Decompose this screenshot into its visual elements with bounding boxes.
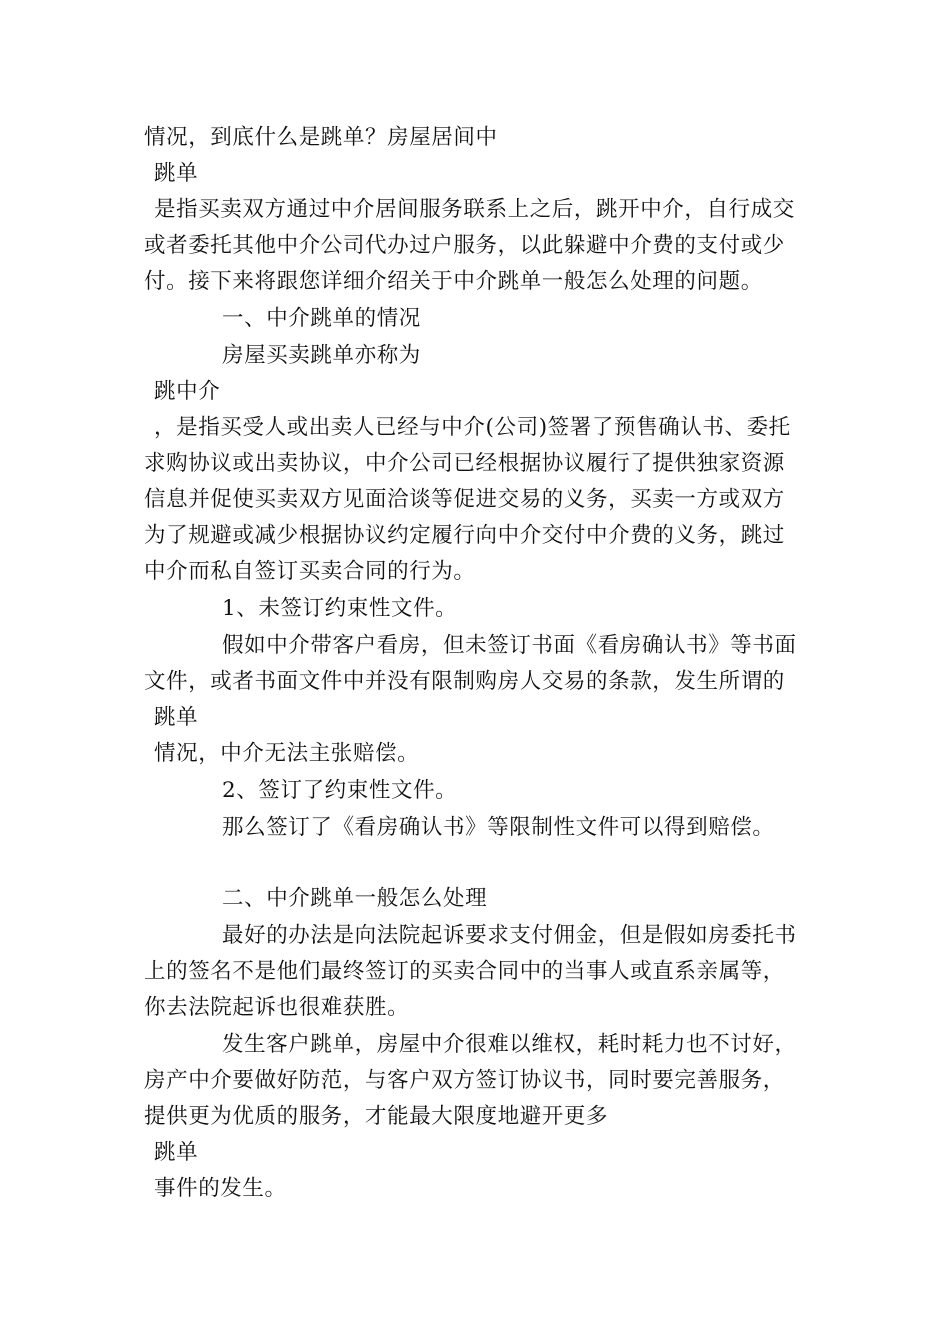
text-line: 情况，中介无法主张赔偿。 xyxy=(154,741,420,766)
text-line: 提供更为优质的服务，才能最大限度地避开更多 xyxy=(144,1104,609,1129)
text-line: 信息并促使买卖双方见面洽谈等促进交易的义务，买卖一方或双方 xyxy=(144,487,785,512)
text-line: 或者委托其他中介公司代办过户服务，以此躲避中介费的支付或少 xyxy=(144,233,785,258)
subheading: 2、签订了约束性文件。 xyxy=(222,778,458,803)
text-line: 上的签名不是他们最终签订的买卖合同中的当事人或直系亲属等， xyxy=(144,959,785,984)
text-line: 房屋买卖跳单亦称为 xyxy=(222,343,421,368)
text-line: 事件的发生。 xyxy=(154,1176,287,1201)
text-line: 那么签订了《看房确认书》等限制性文件可以得到赔偿。 xyxy=(222,815,775,840)
text-line: 文件，或者书面文件中并没有限制购房人交易的条款，发生所谓的 xyxy=(144,669,785,694)
section-heading: 二、中介跳单一般怎么处理 xyxy=(222,886,488,911)
text-line: 假如中介带客户看房，但未签订书面《看房确认书》等书面 xyxy=(222,633,797,658)
text-line: 情况，到底什么是跳单？房屋居间中 xyxy=(144,125,498,150)
text-line: 你去法院起诉也很难获胜。 xyxy=(144,995,410,1020)
text-line: 是指买卖双方通过中介居间服务联系上之后，跳开中介，自行成交 xyxy=(154,197,795,222)
text-line: 求购协议或出卖协议，中介公司已经根据协议履行了提供独家资源 xyxy=(144,451,785,476)
text-line: 跳单 xyxy=(154,1140,199,1165)
subheading: 1、未签订约束性文件。 xyxy=(222,596,458,621)
text-line: 房产中介要做好防范，与客户双方签订协议书，同时要完善服务， xyxy=(144,1068,785,1093)
text-line: 中介而私自签订买卖合同的行为。 xyxy=(144,559,476,584)
text-line: 跳单 xyxy=(154,161,199,186)
text-line: 为了规避或减少根据协议约定履行向中介交付中介费的义务，跳过 xyxy=(144,523,785,548)
text-line: 最好的办法是向法院起诉要求支付佣金，但是假如房委托书 xyxy=(222,923,797,948)
text-line: 跳单 xyxy=(154,705,199,730)
text-line: 跳中介 xyxy=(154,379,221,404)
text-line: 发生客户跳单，房屋中介很难以维权，耗时耗力也不讨好， xyxy=(222,1032,797,1057)
text-line: ，是指买受人或出卖人已经与中介(公司)签署了预售确认书、委托 xyxy=(154,415,791,440)
text-line: 付。接下来将跟您详细介绍关于中介跳单一般怎么处理的问题。 xyxy=(144,269,763,294)
section-heading: 一、中介跳单的情况 xyxy=(222,306,421,331)
